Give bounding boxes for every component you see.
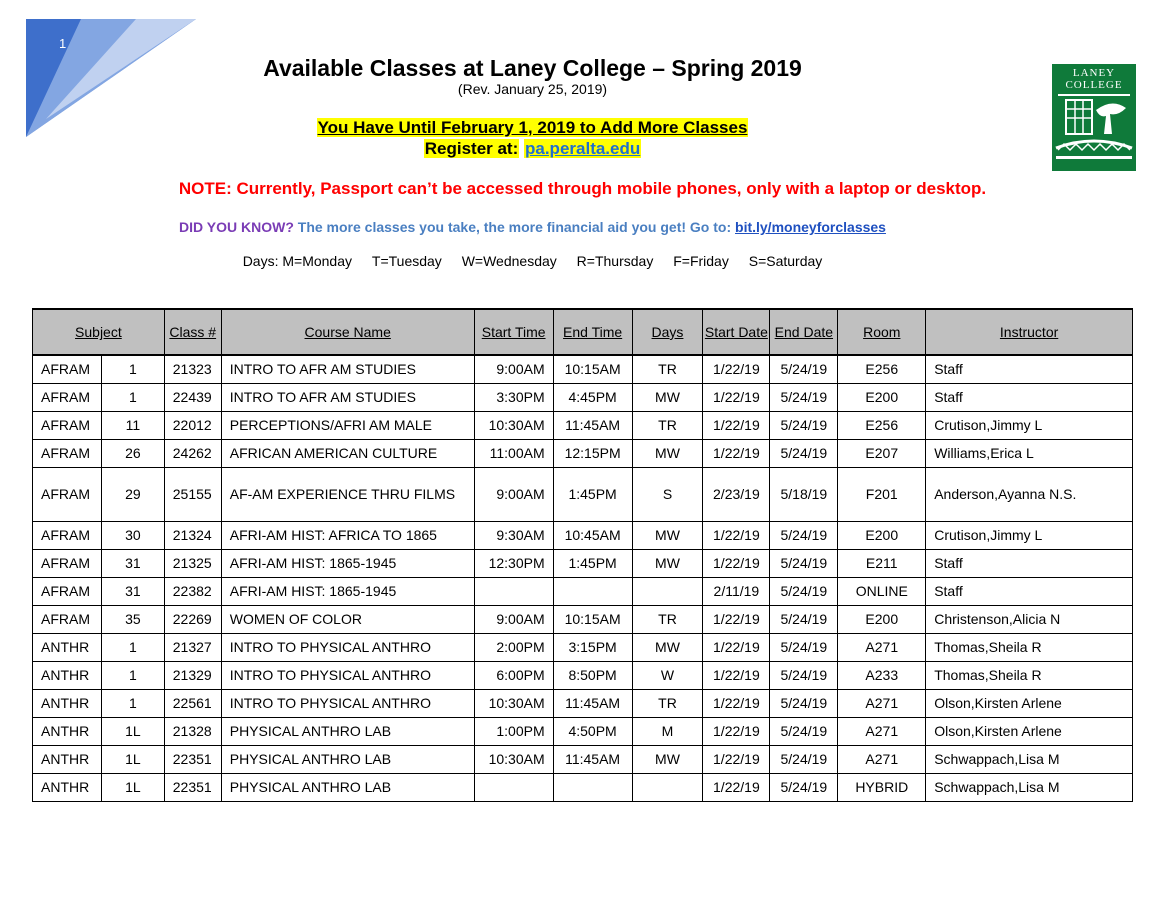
cell-end-time: 3:15PM: [553, 633, 632, 661]
cell-start-time: 2:00PM: [474, 633, 553, 661]
cell-end-time: 4:45PM: [553, 383, 632, 411]
cell-start-time: 9:00AM: [474, 355, 553, 383]
cell-catalog: 30: [101, 521, 164, 549]
cell-start-time: [474, 773, 553, 801]
cell-start-time: [474, 577, 553, 605]
cell-subject: ANTHR: [33, 745, 102, 773]
revision-date: (Rev. January 25, 2019): [457, 81, 608, 97]
cell-subject: AFRAM: [33, 577, 102, 605]
cell-start-date: 2/11/19: [703, 577, 770, 605]
cell-days: TR: [632, 689, 703, 717]
cell-class-number: 22382: [164, 577, 221, 605]
table-row: [33, 745, 1133, 773]
svg-text:LANEY: LANEY: [1072, 67, 1116, 79]
cell-room: E200: [838, 605, 926, 633]
cell-end-time: 1:45PM: [553, 549, 632, 577]
mobile-note: NOTE: Currently, Passport can’t be accessed through mobile phones, only with a laptop or desktop.: [178, 179, 987, 198]
cell-start-date: 1/22/19: [703, 717, 770, 745]
cell-room: E207: [838, 439, 926, 467]
cell-days: TR: [632, 355, 703, 383]
cell-class-number: 22351: [164, 773, 221, 801]
table-row: [33, 411, 1133, 439]
cell-start-date: 1/22/19: [703, 689, 770, 717]
cell-catalog: 29: [101, 467, 164, 521]
cell-end-time: 10:15AM: [553, 605, 632, 633]
cell-class-number: 25155: [164, 467, 221, 521]
cell-days: TR: [632, 411, 703, 439]
cell-subject: ANTHR: [33, 661, 102, 689]
table-row: [33, 521, 1133, 549]
cell-subject: ANTHR: [33, 717, 102, 745]
cell-course-name: INTRO TO PHYSICAL ANTHRO: [221, 633, 474, 661]
days-legend-item: W=Wednesday: [461, 253, 557, 269]
days-legend-item: S=Saturday: [748, 253, 823, 269]
cell-subject: AFRAM: [33, 467, 102, 521]
table-row: [33, 439, 1133, 467]
cell-end-date: 5/24/19: [770, 633, 838, 661]
cell-end-time: [553, 577, 632, 605]
cell-course-name: AFRI-AM HIST: AFRICA TO 1865: [221, 521, 474, 549]
cell-end-date: 5/24/19: [770, 549, 838, 577]
cell-start-date: 1/22/19: [703, 605, 770, 633]
cell-instructor: Schwappach,Lisa M: [926, 773, 1133, 801]
page-number: 1: [59, 36, 67, 51]
column-header-course-name: Course Name: [221, 309, 474, 355]
cell-class-number: 22439: [164, 383, 221, 411]
register-link[interactable]: pa.peralta.edu: [525, 139, 641, 158]
table-row: [33, 773, 1133, 801]
cell-catalog: 11: [101, 411, 164, 439]
cell-room: A271: [838, 717, 926, 745]
cell-end-time: 4:50PM: [553, 717, 632, 745]
column-header-days: Days: [632, 309, 703, 355]
cell-class-number: 21324: [164, 521, 221, 549]
cell-course-name: PHYSICAL ANTHRO LAB: [221, 717, 474, 745]
table-row: [33, 633, 1133, 661]
cell-start-time: 9:30AM: [474, 521, 553, 549]
column-header-start-time: Start Time: [474, 309, 553, 355]
did-you-know: [0, 219, 1065, 235]
cell-end-date: 5/24/19: [770, 521, 838, 549]
days-legend-item: Days: M=Monday: [242, 253, 353, 269]
cell-start-time: 9:00AM: [474, 605, 553, 633]
cell-room: A271: [838, 689, 926, 717]
cell-instructor: Christenson,Alicia N: [926, 605, 1133, 633]
cell-start-time: 1:00PM: [474, 717, 553, 745]
cell-end-time: 11:45AM: [553, 745, 632, 773]
cell-course-name: AF-AM EXPERIENCE THRU FILMS: [221, 467, 474, 521]
cell-class-number: 22351: [164, 745, 221, 773]
cell-days: W: [632, 661, 703, 689]
cell-course-name: INTRO TO PHYSICAL ANTHRO: [221, 661, 474, 689]
table-row: [33, 605, 1133, 633]
column-header-start-date: Start Date: [703, 309, 770, 355]
cell-start-time: 6:00PM: [474, 661, 553, 689]
cell-catalog: 1: [101, 383, 164, 411]
cell-instructor: Thomas,Sheila R: [926, 661, 1133, 689]
cell-instructor: Schwappach,Lisa M: [926, 745, 1133, 773]
cell-subject: AFRAM: [33, 411, 102, 439]
cell-start-time: 3:30PM: [474, 383, 553, 411]
cell-subject: AFRAM: [33, 521, 102, 549]
cell-instructor: Williams,Erica L: [926, 439, 1133, 467]
cell-catalog: 1: [101, 633, 164, 661]
cell-start-time: 11:00AM: [474, 439, 553, 467]
cell-start-date: 1/22/19: [703, 411, 770, 439]
cell-instructor: Crutison,Jimmy L: [926, 411, 1133, 439]
table-row: [33, 577, 1133, 605]
cell-start-date: 2/23/19: [703, 467, 770, 521]
add-deadline-text: You Have Until February 1, 2019 to Add More Classes: [317, 118, 748, 137]
cell-end-time: 8:50PM: [553, 661, 632, 689]
cell-room: E200: [838, 521, 926, 549]
cell-end-time: 10:45AM: [553, 521, 632, 549]
table-header-row: [33, 309, 1133, 355]
cell-class-number: 21329: [164, 661, 221, 689]
cell-days: MW: [632, 439, 703, 467]
cell-instructor: Staff: [926, 355, 1133, 383]
financial-aid-link[interactable]: bit.ly/moneyforclasses: [735, 219, 886, 235]
days-legend-item: R=Thursday: [576, 253, 654, 269]
cell-end-date: 5/24/19: [770, 717, 838, 745]
cell-start-date: 1/22/19: [703, 439, 770, 467]
cell-end-time: 11:45AM: [553, 411, 632, 439]
cell-end-date: 5/24/19: [770, 773, 838, 801]
cell-course-name: PHYSICAL ANTHRO LAB: [221, 773, 474, 801]
cell-room: A271: [838, 633, 926, 661]
cell-subject: AFRAM: [33, 605, 102, 633]
cell-room: E200: [838, 383, 926, 411]
column-header-room: Room: [838, 309, 926, 355]
column-header-end-date: End Date: [770, 309, 838, 355]
table-row: [33, 661, 1133, 689]
classes-table: [32, 308, 1133, 802]
column-header-end-time: End Time: [553, 309, 632, 355]
cell-instructor: Staff: [926, 549, 1133, 577]
register-line: [0, 139, 1065, 159]
cell-days: MW: [632, 549, 703, 577]
cell-start-time: 10:30AM: [474, 745, 553, 773]
cell-room: HYBRID: [838, 773, 926, 801]
cell-catalog: 26: [101, 439, 164, 467]
cell-course-name: AFRI-AM HIST: 1865-1945: [221, 577, 474, 605]
cell-days: TR: [632, 605, 703, 633]
cell-class-number: 24262: [164, 439, 221, 467]
cell-subject: ANTHR: [33, 633, 102, 661]
cell-days: MW: [632, 383, 703, 411]
cell-catalog: 1L: [101, 717, 164, 745]
days-legend-item: F=Friday: [673, 253, 729, 269]
register-label: Register at:: [424, 139, 519, 158]
cell-subject: AFRAM: [33, 549, 102, 577]
cell-class-number: 21328: [164, 717, 221, 745]
cell-end-time: [553, 773, 632, 801]
cell-class-number: 21327: [164, 633, 221, 661]
cell-room: E256: [838, 355, 926, 383]
cell-end-date: 5/18/19: [770, 467, 838, 521]
cell-catalog: 35: [101, 605, 164, 633]
cell-end-date: 5/24/19: [770, 355, 838, 383]
cell-subject: ANTHR: [33, 773, 102, 801]
cell-room: A233: [838, 661, 926, 689]
cell-subject: AFRAM: [33, 383, 102, 411]
cell-course-name: INTRO TO AFR AM STUDIES: [221, 355, 474, 383]
cell-class-number: 22012: [164, 411, 221, 439]
cell-catalog: 1L: [101, 773, 164, 801]
cell-room: A271: [838, 745, 926, 773]
cell-course-name: INTRO TO AFR AM STUDIES: [221, 383, 474, 411]
cell-start-date: 1/22/19: [703, 773, 770, 801]
cell-room: E211: [838, 549, 926, 577]
column-header-subject: Subject: [33, 309, 165, 355]
cell-course-name: WOMEN OF COLOR: [221, 605, 474, 633]
cell-instructor: Thomas,Sheila R: [926, 633, 1133, 661]
cell-end-time: 1:45PM: [553, 467, 632, 521]
table-row: [33, 717, 1133, 745]
cell-course-name: INTRO TO PHYSICAL ANTHRO: [221, 689, 474, 717]
cell-start-time: 10:30AM: [474, 411, 553, 439]
days-legend: [0, 253, 1065, 269]
cell-class-number: 21323: [164, 355, 221, 383]
cell-days: MW: [632, 745, 703, 773]
cell-room: F201: [838, 467, 926, 521]
cell-catalog: 1: [101, 689, 164, 717]
cell-class-number: 22561: [164, 689, 221, 717]
cell-start-date: 1/22/19: [703, 355, 770, 383]
cell-start-date: 1/22/19: [703, 661, 770, 689]
days-legend-item: T=Tuesday: [371, 253, 442, 269]
cell-course-name: AFRI-AM HIST: 1865-1945: [221, 549, 474, 577]
cell-start-time: 10:30AM: [474, 689, 553, 717]
cell-start-date: 1/22/19: [703, 745, 770, 773]
cell-end-date: 5/24/19: [770, 411, 838, 439]
cell-subject: AFRAM: [33, 355, 102, 383]
cell-start-date: 1/22/19: [703, 549, 770, 577]
cell-course-name: PERCEPTIONS/AFRI AM MALE: [221, 411, 474, 439]
column-header-class-number: Class #: [164, 309, 221, 355]
cell-catalog: 1: [101, 661, 164, 689]
cell-instructor: Crutison,Jimmy L: [926, 521, 1133, 549]
cell-class-number: 22269: [164, 605, 221, 633]
cell-end-date: 5/24/19: [770, 577, 838, 605]
cell-end-date: 5/24/19: [770, 605, 838, 633]
cell-subject: AFRAM: [33, 439, 102, 467]
did-you-know-text: The more classes you take, the more financial aid you get! Go to:: [297, 219, 732, 235]
table-row: [33, 689, 1133, 717]
cell-days: M: [632, 717, 703, 745]
cell-start-date: 1/22/19: [703, 521, 770, 549]
cell-end-date: 5/24/19: [770, 689, 838, 717]
add-deadline: [0, 118, 1065, 138]
column-header-instructor: Instructor: [926, 309, 1133, 355]
table-row: [33, 355, 1133, 383]
cell-instructor: Staff: [926, 577, 1133, 605]
cell-end-date: 5/24/19: [770, 383, 838, 411]
cell-room: E256: [838, 411, 926, 439]
table-row: [33, 549, 1133, 577]
cell-days: MW: [632, 521, 703, 549]
cell-end-time: 12:15PM: [553, 439, 632, 467]
cell-instructor: Olson,Kirsten Arlene: [926, 717, 1133, 745]
cell-days: MW: [632, 633, 703, 661]
cell-start-time: 12:30PM: [474, 549, 553, 577]
cell-instructor: Anderson,Ayanna N.S.: [926, 467, 1133, 521]
cell-days: [632, 577, 703, 605]
cell-end-time: 11:45AM: [553, 689, 632, 717]
cell-end-date: 5/24/19: [770, 745, 838, 773]
cell-course-name: PHYSICAL ANTHRO LAB: [221, 745, 474, 773]
cell-days: S: [632, 467, 703, 521]
cell-end-time: 10:15AM: [553, 355, 632, 383]
page-title: Available Classes at Laney College – Spring 2019: [263, 55, 802, 81]
table-row: [33, 383, 1133, 411]
cell-end-date: 5/24/19: [770, 439, 838, 467]
cell-room: ONLINE: [838, 577, 926, 605]
cell-days: [632, 773, 703, 801]
cell-catalog: 31: [101, 549, 164, 577]
cell-class-number: 21325: [164, 549, 221, 577]
cell-catalog: 1: [101, 355, 164, 383]
cell-start-date: 1/22/19: [703, 633, 770, 661]
did-you-know-label: DID YOU KNOW?: [179, 219, 294, 235]
cell-course-name: AFRICAN AMERICAN CULTURE: [221, 439, 474, 467]
cell-subject: ANTHR: [33, 689, 102, 717]
svg-text:COLLEGE: COLLEGE: [1065, 79, 1123, 91]
cell-start-date: 1/22/19: [703, 383, 770, 411]
cell-instructor: Olson,Kirsten Arlene: [926, 689, 1133, 717]
cell-end-date: 5/24/19: [770, 661, 838, 689]
cell-instructor: Staff: [926, 383, 1133, 411]
cell-start-time: 9:00AM: [474, 467, 553, 521]
cell-catalog: 1L: [101, 745, 164, 773]
cell-catalog: 31: [101, 577, 164, 605]
table-row: [33, 467, 1133, 521]
